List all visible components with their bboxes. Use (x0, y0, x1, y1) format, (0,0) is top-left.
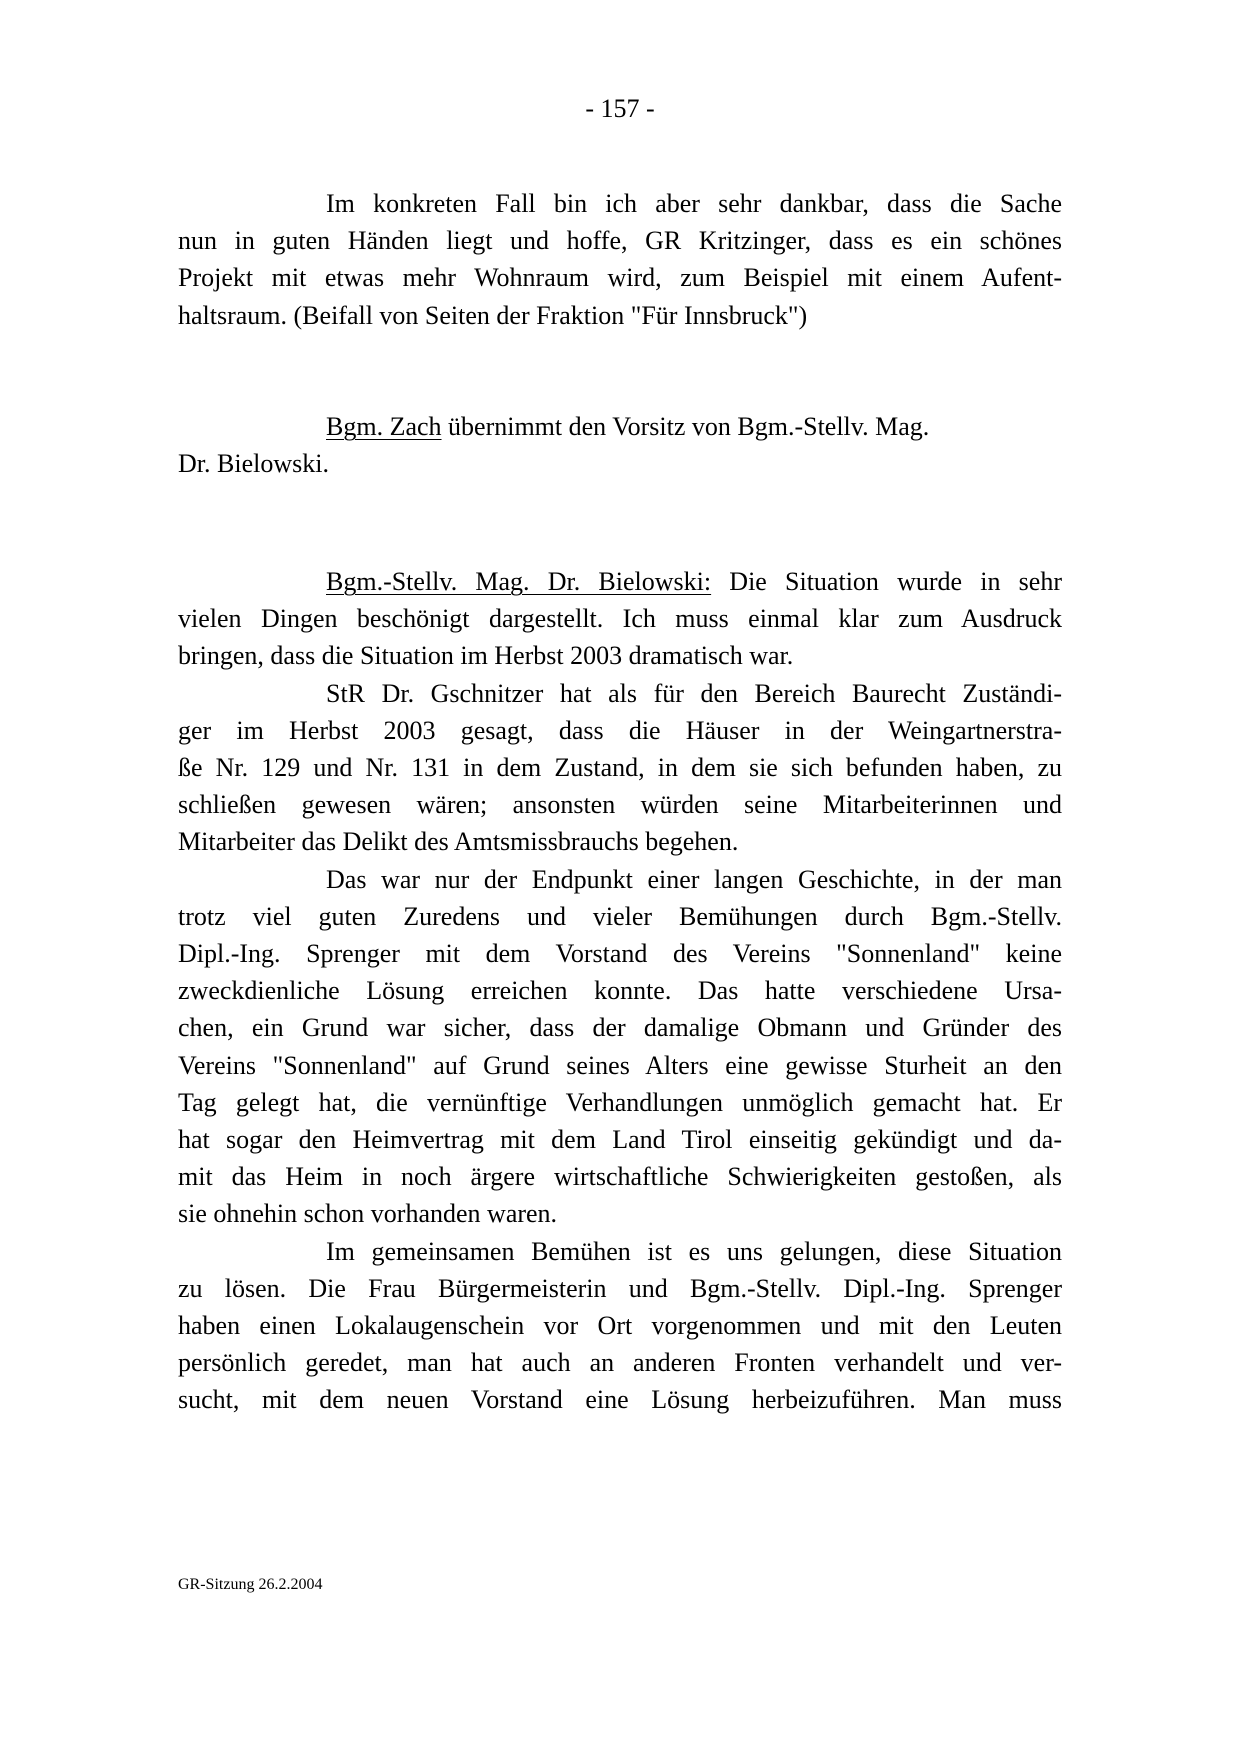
text-line: nun in guten Händen liegt und hoffe, GR Kritzinger, dass es ein schönes (178, 226, 1062, 256)
chair-change-note (178, 408, 1062, 482)
text-line: Das war nur der Endpunkt einer langen Geschichte, in der man (326, 864, 1062, 894)
text-line: hat sogar den Heimvertrag mit dem Land Tirol einseitig gekündigt und da- (178, 1125, 1062, 1155)
text-line (178, 563, 1062, 600)
text-line: vielen Dingen beschönigt dargestellt. Ich muss einmal klar zum Ausdruck (178, 604, 1062, 634)
text-line: Projekt mit etwas mehr Wohnraum wird, zum Beispiel mit einem Aufent- (178, 263, 1062, 293)
text-line: ger im Herbst 2003 gesagt, dass die Häuser in der Weingartnerstra- (178, 715, 1062, 745)
text-line (178, 408, 1062, 445)
text-line: trotz viel guten Zuredens und vieler Bemühungen durch Bgm.-Stellv. (178, 901, 1062, 931)
text-line: Tag gelegt hat, die vernünftige Verhandlungen unmöglich gemacht hat. Er (178, 1087, 1062, 1117)
text-line: StR Dr. Gschnitzer hat als für den Bereich Baurecht Zuständi- (326, 678, 1062, 708)
text-line: schließen gewesen wären; ansonsten würden seine Mitarbeiterinnen und (178, 790, 1062, 820)
paragraph-block-1 (178, 185, 1062, 334)
text-line: zweckdienliche Lösung erreichen konnte. Das hatte verschiedene Ursa- (178, 976, 1062, 1006)
text-line: sie ohnehin schon vorhanden waren. (178, 1199, 558, 1229)
text-line: Im konkreten Fall bin ich aber sehr dankbar, dass die Sache (326, 189, 1062, 218)
text-line: sucht, mit dem neuen Vorstand eine Lösung herbeizuführen. Man muss (178, 1385, 1062, 1415)
text-line: zu lösen. Die Frau Bürgermeisterin und Bgm.-Stellv. Dipl.-Ing. Sprenger (178, 1273, 1062, 1303)
text-line: mit das Heim in noch ärgere wirtschaftliche Schwierigkeiten gestoßen, als (178, 1162, 1062, 1192)
text-line: ße Nr. 129 und Nr. 131 in dem Zustand, in dem sie sich befunden haben, zu (178, 753, 1062, 783)
text-fragment: Die Situation wurde in sehr (711, 567, 1062, 596)
text-line: Dipl.-Ing. Sprenger mit dem Vorstand des Vereins "Sonnenland" keine (178, 939, 1062, 969)
text-fragment: übernimmt den Vorsitz von Bgm.-Stellv. Mag. (441, 412, 930, 441)
text-line: bringen, dass die Situation im Herbst 2003 dramatisch war. (178, 641, 794, 671)
text-line: persönlich geredet, man hat auch an anderen Fronten verhandelt und ver- (178, 1348, 1062, 1378)
text-line: haben einen Lokalaugenschein vor Ort vorgenommen und mit den Leuten (178, 1311, 1062, 1341)
speaker-name: Bgm.-Stellv. Mag. Dr. Bielowski: (326, 567, 712, 596)
page-number: - 157 - (585, 94, 655, 123)
page-footer: GR-Sitzung 26.2.2004 (178, 1576, 323, 1593)
speech-block (178, 563, 1062, 1419)
text-line: Dr. Bielowski. (178, 449, 329, 479)
text-line: Vereins "Sonnenland" auf Grund seines Alters eine gewisse Sturheit an den (178, 1050, 1062, 1080)
text-line: haltsraum. (Beifall von Seiten der Fraktion "Für Innsbruck") (178, 300, 808, 330)
speaker-name: Bgm. Zach (326, 412, 442, 441)
text-line: Mitarbeiter das Delikt des Amtsmissbrauchs begehen. (178, 827, 739, 857)
text-line: Im gemeinsamen Bemühen ist es uns gelungen, diese Situation (326, 1236, 1062, 1266)
text-line: chen, ein Grund war sicher, dass der damalige Obmann und Gründer des (178, 1013, 1062, 1043)
